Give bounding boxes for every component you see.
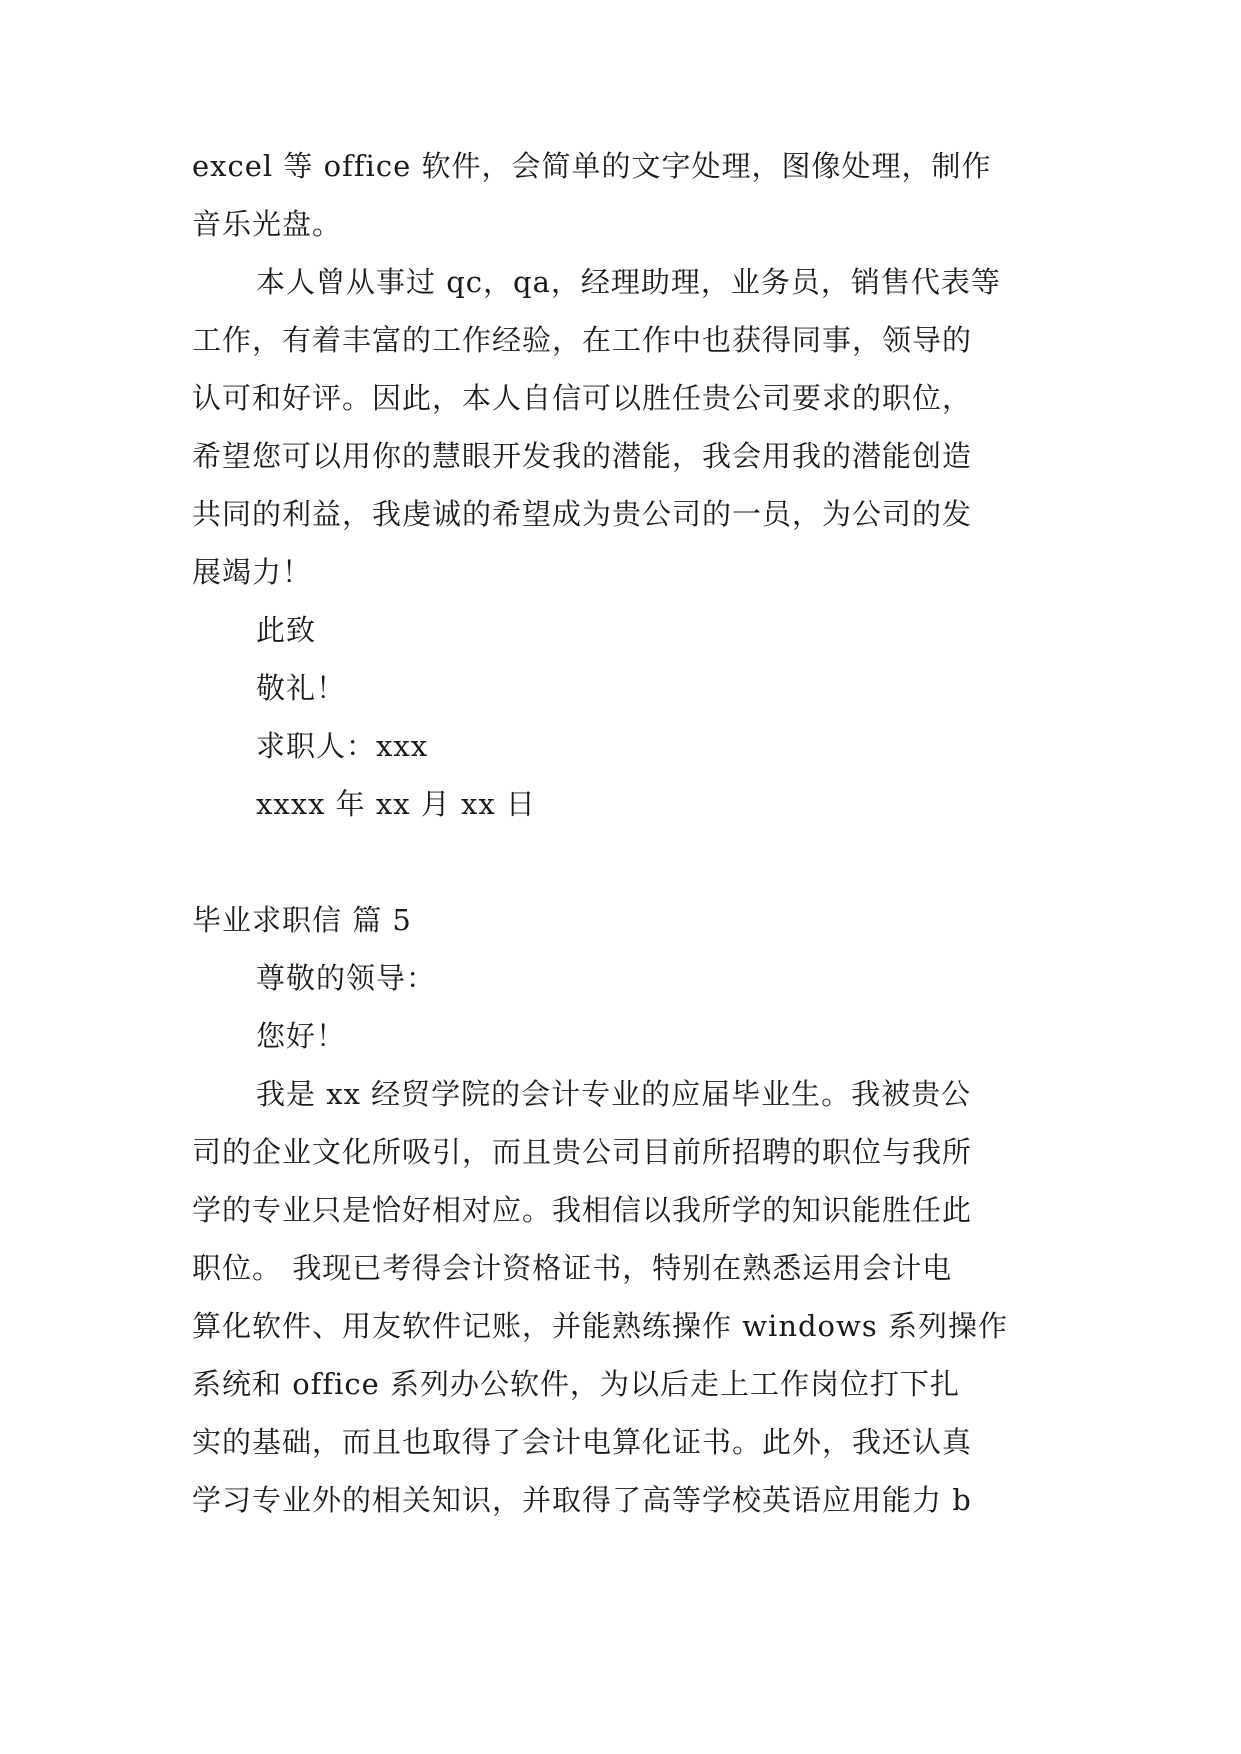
text-line: 展竭力！	[192, 555, 313, 589]
text-line: 学的专业只是恰好相对应。我相信以我所学的知识能胜任此	[192, 1193, 973, 1227]
text-line: 本人曾从事过 qc，qa，经理助理，业务员，销售代表等	[256, 265, 1001, 299]
text-line: 敬礼！	[256, 671, 347, 705]
text-line: 希望您可以用你的慧眼开发我的潜能，我会用我的潜能创造	[192, 439, 973, 473]
text-line: 共同的利益，我虔诚的希望成为贵公司的一员，为公司的发	[192, 497, 973, 531]
text-line: 尊敬的领导：	[256, 961, 437, 995]
text-line: 系统和 office 系列办公软件，为以后走上工作岗位打下扎	[192, 1367, 961, 1401]
text-line: xxxx 年 xx 月 xx 日	[256, 787, 536, 821]
text-line: 实的基础，而且也取得了会计电算化证书。此外，我还认真	[192, 1425, 973, 1459]
section-heading: 毕业求职信 篇 5	[192, 903, 412, 937]
text-line: 职位。 我现已考得会计资格证书，特别在熟悉运用会计电	[192, 1251, 953, 1285]
text-line: 学习专业外的相关知识，并取得了高等学校英语应用能力 b	[192, 1483, 972, 1517]
text-line: 工作，有着丰富的工作经验，在工作中也获得同事，领导的	[192, 323, 973, 357]
text-line: 求职人：xxx	[256, 729, 429, 763]
text-line: 司的企业文化所吸引，而且贵公司目前所招聘的职位与我所	[192, 1135, 973, 1169]
text-line: 我是 xx 经贸学院的会计专业的应届毕业生。我被贵公	[256, 1077, 972, 1111]
text-line: 您好！	[256, 1019, 347, 1053]
text-line: 音乐光盘。	[192, 207, 343, 241]
text-line: 认可和好评。因此，本人自信可以胜任贵公司要求的职位，	[192, 381, 973, 415]
text-line: 此致	[256, 613, 317, 647]
text-line: excel 等 office 软件，会简单的文字处理，图像处理，制作	[192, 149, 992, 183]
text-line: 算化软件、用友软件记账，并能熟练操作 windows 系列操作	[192, 1309, 1008, 1343]
